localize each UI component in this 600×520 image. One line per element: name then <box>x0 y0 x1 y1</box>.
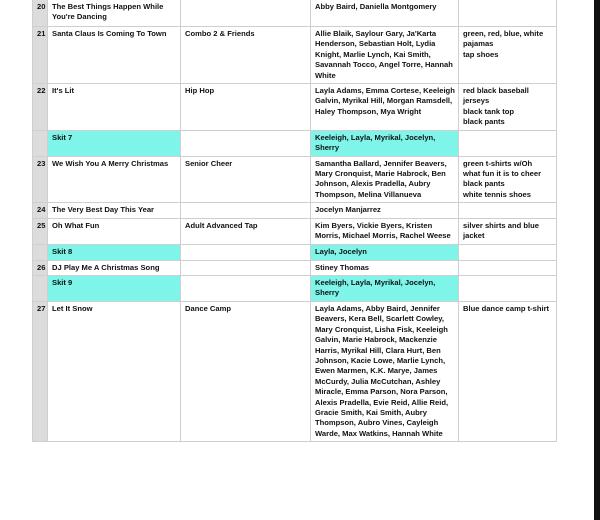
class-group <box>181 130 311 156</box>
costume-notes <box>459 260 557 275</box>
dancers-list: Jocelyn Manjarrez <box>311 203 459 218</box>
dancers-list: Stiney Thomas <box>311 260 459 275</box>
order-number: 26 <box>33 260 48 275</box>
song-title: DJ Play Me A Christmas Song <box>48 260 181 275</box>
costume-notes <box>459 203 557 218</box>
order-number <box>33 244 48 260</box>
costume-notes: green, red, blue, white pajamas tap shoes <box>459 27 557 84</box>
class-group <box>181 203 311 218</box>
song-title: Skit 8 <box>48 244 181 260</box>
song-title: Skit 9 <box>48 275 181 301</box>
song-title: It's Lit <box>48 84 181 131</box>
order-number: 22 <box>33 84 48 131</box>
table-row <box>33 260 557 275</box>
class-group: Dance Camp <box>181 301 311 441</box>
dancers-list: Layla Adams, Emma Cortese, Keeleigh Galvin, Myrikal Hill, Morgan Ramsdell, Haley Thompson, Mya Wright <box>311 84 459 131</box>
song-title: Oh What Fun <box>48 218 181 244</box>
dancers-list: Abby Baird, Daniella Montgomery <box>311 0 459 27</box>
order-number <box>33 130 48 156</box>
class-group: Senior Cheer <box>181 156 311 203</box>
dancers-list: Keeleigh, Layla, Myrikal, Jocelyn, Sherry <box>311 130 459 156</box>
class-group: Hip Hop <box>181 84 311 131</box>
class-group: Combo 2 & Friends <box>181 27 311 84</box>
class-group <box>181 0 311 27</box>
costume-notes: silver shirts and blue jacket <box>459 218 557 244</box>
costume-notes <box>459 244 557 260</box>
class-group: Adult Advanced Tap <box>181 218 311 244</box>
order-number: 25 <box>33 218 48 244</box>
skit-row <box>33 244 557 260</box>
class-group <box>181 275 311 301</box>
order-number: 27 <box>33 301 48 441</box>
costume-notes: Blue dance camp t-shirt <box>459 301 557 441</box>
song-title: Skit 7 <box>48 130 181 156</box>
song-title: Let It Snow <box>48 301 181 441</box>
table-row <box>33 27 557 84</box>
song-title: Santa Claus Is Coming To Town <box>48 27 181 84</box>
dancers-list: Kim Byers, Vickie Byers, Kristen Morris, Michael Morris, Rachel Weese <box>311 218 459 244</box>
dancers-list: Keeleigh, Layla, Myrikal, Jocelyn, Sherry <box>311 275 459 301</box>
order-number <box>33 275 48 301</box>
skit-row <box>33 275 557 301</box>
window-edge-bar <box>594 0 600 520</box>
song-title: We Wish You A Merry Christmas <box>48 156 181 203</box>
dancers-list: Layla, Jocelyn <box>311 244 459 260</box>
order-number: 24 <box>33 203 48 218</box>
table-row <box>33 84 557 131</box>
table-row <box>33 301 557 441</box>
dancers-list: Samantha Ballard, Jennifer Beavers, Mary Cronquist, Marie Habrock, Ben Johnson, Alexis Pradella, Aubry Thompson, Melina Villanueva <box>311 156 459 203</box>
class-group <box>181 244 311 260</box>
costume-notes <box>459 0 557 27</box>
order-number: 23 <box>33 156 48 203</box>
order-number: 20 <box>33 0 48 27</box>
order-number: 21 <box>33 27 48 84</box>
costume-notes <box>459 275 557 301</box>
song-title: The Best Things Happen While You're Dancing <box>48 0 181 27</box>
program-table <box>32 0 557 442</box>
table-row <box>33 0 557 27</box>
costume-notes: red black baseball jerseys black tank top black pants <box>459 84 557 131</box>
costume-notes <box>459 130 557 156</box>
table-row <box>33 218 557 244</box>
table-row <box>33 156 557 203</box>
class-group <box>181 260 311 275</box>
costume-notes: green t-shirts w/Oh what fun it is to cheer black pants white tennis shoes <box>459 156 557 203</box>
skit-row <box>33 130 557 156</box>
dancers-list: Allie Blaik, Saylour Gary, Ja'Karta Henderson, Sebastian Holt, Lydia Knight, Marlie Lynch, Kai Smith, Savannah Tocco, Angel Torre, Hannah White <box>311 27 459 84</box>
table-row <box>33 203 557 218</box>
song-title: The Very Best Day This Year <box>48 203 181 218</box>
dancers-list: Layla Adams, Abby Baird, Jennifer Beavers, Kera Bell, Scarlett Cowley, Mary Cronquist, Lisha Fisk, Keeleigh Galvin, Marie Habrock, Mackenzie Harris, Myrikal Hill, Clara Hurt, Ben Johnson, Kacie Lowe, Marlie Lynch, Ewen Marmen, K.K. Marye, James McCurdy, Julia McCutchan, Ashley Miracle, Emma Parson, Nora Parson, Alexis Pradella, Evie Reid, Allie Reid, Gracie Smith, Kai Smith, Aubry Thompson, Aubro Vines, Cayleigh Warde, Max Watkins, Hannah White <box>311 301 459 441</box>
